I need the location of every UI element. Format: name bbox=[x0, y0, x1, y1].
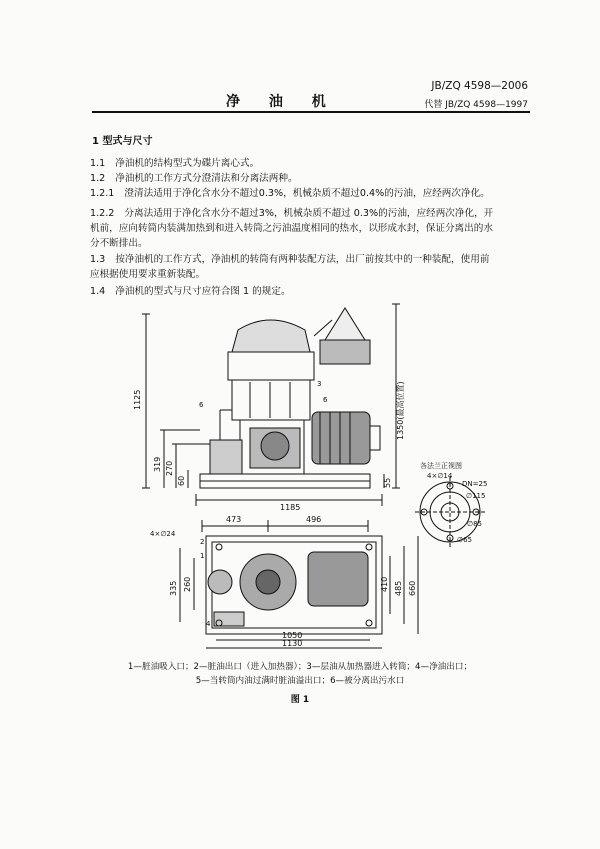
dim-1350: 1350(最高位置) bbox=[396, 381, 405, 440]
dim-1050: 1050 bbox=[282, 631, 303, 640]
dim-270: 270 bbox=[165, 460, 174, 476]
paragraph-1-2: 1.2 净油机的工作方式分澄清法和分离法两种。 bbox=[90, 173, 298, 184]
paragraph-1-2-2-cont2: 分不断排出。 bbox=[90, 238, 148, 249]
paragraph-1-2-2: 1.2.2 分离法适用于净化含水分不超过3%，机械杂质不超过 0.3%的污油，应经两次净化，开 bbox=[90, 208, 494, 219]
dim-335: 335 bbox=[169, 580, 178, 596]
dim-1185: 1185 bbox=[280, 503, 301, 512]
dim-410: 410 bbox=[380, 576, 389, 592]
callout-5: 6 bbox=[199, 401, 204, 409]
flange-title: 各法兰正视图 bbox=[420, 462, 462, 470]
page-title: 净 油 机 bbox=[226, 94, 338, 110]
flange-bolts: 4×∅14 bbox=[427, 472, 453, 480]
dim-60: 60 bbox=[177, 475, 186, 486]
callout-3: 3 bbox=[317, 380, 322, 388]
callout-2: 2 bbox=[200, 538, 205, 546]
dim-55: 55 bbox=[383, 477, 392, 488]
paragraph-1-3: 1.3 按净油机的工作方式，净油机的转筒有两种装配方法，出厂前按其中的一种装配，使用前 bbox=[90, 254, 490, 265]
header-rule bbox=[92, 111, 530, 113]
callout-6: 6 bbox=[323, 396, 328, 404]
standard-number: JB/ZQ 4598—2006 bbox=[431, 80, 528, 92]
caption-line-2: 5—当转筒内油过满时脏油溢出口；6—被分离出污水口 bbox=[195, 676, 405, 686]
dim-473: 473 bbox=[226, 515, 242, 524]
dim-496: 496 bbox=[306, 515, 322, 524]
dim-4x24: 4×∅24 bbox=[150, 530, 176, 538]
callout-1: 1 bbox=[200, 552, 205, 560]
paragraph-1-4: 1.4 净油机的型式与尺寸应符合图 1 的规定。 bbox=[90, 286, 291, 297]
flange-115: ∅115 bbox=[466, 492, 486, 500]
section-heading: 1 型式与尺寸 bbox=[92, 136, 153, 147]
dim-1125: 1125 bbox=[133, 389, 142, 410]
paragraph-1-3-cont: 应根据使用要求重新装配。 bbox=[90, 269, 206, 280]
flange-65: ∅65 bbox=[457, 536, 473, 544]
flange-dn: DN=25 bbox=[462, 480, 488, 488]
paragraph-1-2-2-cont1: 机前，应向转筒内装满加热到和进入转筒之污油温度相同的热水，以形成水封，保证分离出的水 bbox=[90, 223, 493, 234]
dim-660: 660 bbox=[408, 580, 417, 596]
figure-label: 图 1 bbox=[290, 695, 310, 705]
dim-260: 260 bbox=[183, 576, 192, 592]
paragraph-1-2-1: 1.2.1 澄清法适用于净化含水分不超过0.3%，机械杂质不超过0.4%的污油，应经两次净化。 bbox=[90, 188, 490, 199]
dim-485: 485 bbox=[394, 580, 403, 596]
callout-4: 4 bbox=[206, 620, 211, 628]
dim-1130: 1130 bbox=[282, 639, 303, 648]
caption-line-1: 1—脏油吸入口；2—脏油出口（进入加热器）；3—层油从加热器进入转筒；4—净油出口； bbox=[127, 662, 473, 672]
flange-85: ∅85 bbox=[467, 520, 483, 528]
paragraph-1-1: 1.1 净油机的结构型式为碟片离心式。 bbox=[90, 158, 260, 169]
oil-purifier-drawing bbox=[120, 300, 540, 650]
replaces-standard: 代替 JB/ZQ 4598—1997 bbox=[424, 100, 528, 110]
dim-319: 319 bbox=[153, 456, 162, 472]
front-view bbox=[142, 304, 400, 506]
